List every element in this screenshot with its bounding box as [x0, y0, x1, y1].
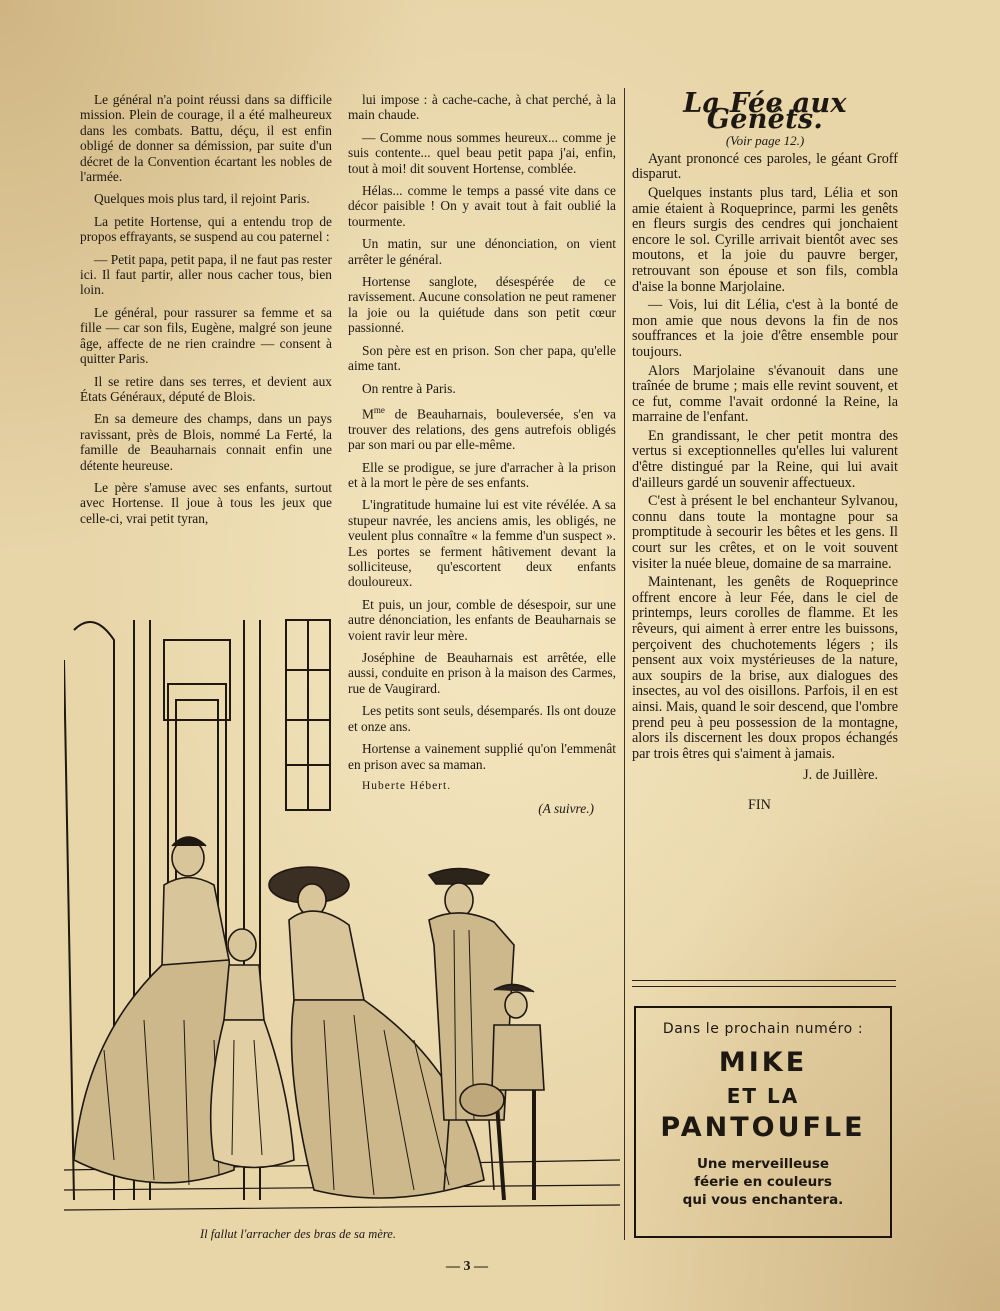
ad-title-line: PANTOUFLE	[660, 1112, 866, 1143]
paragraph: Son père est en prison. Son cher papa, qu'elle aime tant.	[348, 342, 616, 374]
story-title: La Fée aux Genêts.	[683, 88, 847, 135]
paragraph: Maintenant, les genêts de Roqueprince offrent encore à leur Fée, dans le ciel de printemps, leurs corolles de flamme. Et les rêveurs, qui aiment à errer entre les buissons, perçoivent des chuchotements légers ; ils pensent aux voix mystérieuses de la nature, aux soupirs de la brise, aux dialogues des insectes, au vol des oisillons. Parfois, il en est ainsi. Mais, quand le soir descend, que l'ombre prend peu à peu possession de la montagne, alors ils discernent les doux propos échangés par trois êtres qui s'aiment à jamais.	[632, 574, 898, 762]
to-be-continued: (A suivre.)	[538, 801, 594, 817]
engraving-illustration	[64, 600, 620, 1230]
paragraph: La petite Hortense, qui a entendu trop de propos effrayants, se suspend au cou paternel :	[80, 213, 332, 245]
paragraph: Hortense sanglote, désespérée de ce ravissement. Aucune consolation ne peut ramener la joie ou la quiétude dans son petit cœur passionné.	[348, 274, 616, 336]
paragraph: L'ingratitude humaine lui est vite révélée. A sa stupeur navrée, les anciens amis, les obligés, ne veulent plus connaître « la femme d'un suspect ». Les portes se ferment hâtivement devant la solliciteuse, qu'escortent deux enfants douloureux.	[348, 497, 616, 590]
left-column	[80, 92, 332, 533]
paragraph: Alors Marjolaine s'évanouit dans une traînée de brume ; mais elle revint souvent, et ce fut, comme l'avait ordonné la Reine, la marraine de l'enfant.	[632, 362, 898, 426]
divider-rule	[632, 986, 896, 987]
paragraph: Hélas... comme le temps a passé vite dans ce décor paisible ! On y avait tout à fait oublié la tourmente.	[348, 183, 616, 229]
paragraph: Ayant prononcé ces paroles, le géant Groff disparut.	[632, 150, 898, 183]
paragraph: Les petits sont seuls, désemparés. Ils ont douze et onze ans.	[348, 703, 616, 734]
paragraph: Quelques instants plus tard, Lélia et son amie étaient à Roqueprince, parmi les genêts en fleurs surgis des cendres qui jonchaient encore le sol. Cyrille arrivait bientôt avec ses moutons, et la joie du pauvre berger, retrouvant son épouse et son fils, combla d'aise la bonne Marjolaine.	[632, 184, 898, 295]
paragraph: Le général, pour rassurer sa femme et sa fille — car son fils, Eugène, malgré son jeune âge, affecte de ne rien craindre — consent à quitter Paris.	[80, 304, 332, 367]
paragraph: En grandissant, le cher petit montra des vertus si exceptionnelles qu'elles lui valurent d'être distingué par la Reine, qui lui avait d'ailleurs gardé un souvenir affectueux.	[632, 427, 898, 491]
paragraph: Quelques mois plus tard, il rejoint Paris.	[94, 191, 310, 207]
paragraph: En sa demeure des champs, dans un pays ravissant, près de Blois, nommé La Ferté, la famille de Beauharnais connait enfin une détente heureuse.	[80, 411, 332, 473]
ad-intro: Dans le prochain numéro :	[662, 1021, 864, 1037]
right-column	[632, 88, 898, 817]
story-end: FIN	[748, 796, 771, 813]
ad-desc-line: Une merveilleuse	[696, 1156, 830, 1172]
paragraph: Joséphine de Beauharnais est arrêtée, elle aussi, conduite en prison à la maison des Carmes, rue de Vaugirard.	[348, 650, 616, 696]
paragraph: Il se retire dans ses terres, et devient aux États Généraux, député de Blois.	[80, 373, 332, 404]
author-signature: J. de Juillère.	[803, 767, 878, 784]
see-page-note: (Voir page 12.)	[725, 133, 805, 149]
paragraph: On rentre à Paris.	[362, 380, 456, 396]
ad-desc-line: qui vous enchantera.	[682, 1192, 844, 1208]
ad-desc-line: féerie en couleurs	[694, 1174, 832, 1190]
next-issue-ad	[634, 1006, 892, 1238]
mme-abbrev: M	[362, 406, 374, 422]
author-signature: Huberte Hébert.	[362, 779, 452, 792]
mme-superscript: me	[373, 404, 385, 415]
ad-description	[636, 1155, 890, 1209]
paragraph: Et puis, un jour, comble de désespoir, sur une autre dénonciation, les enfants de Beauharnais se voient ravir leur mère.	[348, 596, 616, 643]
paragraph: C'est à présent le bel enchanteur Sylvanou, connu dans toute la montagne pour sa promptitude à secourir les bêtes et les gens. Il court sur les crêtes, et on le voit souvent visiter la nuée bleue, domaine de sa marraine.	[632, 493, 898, 572]
ad-title-line: ET LA	[726, 1084, 800, 1108]
paragraph: Le général n'a point réussi dans sa difficile mission. Plein de courage, il a été malheureux dans les combats. Battu, déçu, il est enfin obligé de donner sa démission, par suite d'un décret de la Convention écartant les nobles de l'armée.	[80, 92, 332, 185]
divider-rule	[632, 980, 896, 981]
paragraph: Un matin, sur une dénonciation, on vient arrêter le général.	[348, 236, 616, 267]
ad-title-line: MIKE	[718, 1047, 808, 1078]
paragraph: — Vois, lui dit Lélia, c'est à la bonté de mon amie que nous devons la fin de nos souffrances et la joie d'être ensemble pour toujours.	[632, 297, 898, 360]
paragraph: — Petit papa, petit papa, il ne faut pas rester ici. Il faut partir, aller nous cacher tous, bien loin.	[80, 251, 332, 298]
illustration-caption: Il fallut l'arracher des bras de sa mère.	[200, 1227, 396, 1241]
paragraph: lui impose : à cache-cache, à chat perché, à la main chaude.	[348, 92, 616, 123]
paragraph: — Comme nous sommes heureux... comme je suis contente... quel beau petit papa j'ai, enfin, tout à moi! dit souvent Hortense, comblée.	[348, 129, 616, 176]
page-number: — 3 —	[446, 1259, 488, 1274]
mme-rest: de Beauharnais, bouleversée, s'en va trouver des relations, des gens autrefois obligés par son mari ou par elle-même.	[348, 406, 616, 453]
column-divider	[624, 88, 625, 1240]
paragraph: Elle se prodigue, se jure d'arracher à la prison et à la mort le père de ses enfants.	[348, 459, 616, 490]
paragraph: Le père s'amuse avec ses enfants, surtout avec Hortense. Il joue à tous les jeux que celle-ci, vrai petit tyran,	[80, 479, 332, 526]
paragraph: Hortense a vainement supplié qu'on l'emmenât en prison avec sa maman.	[348, 741, 616, 772]
paragraph-mme	[348, 403, 616, 453]
